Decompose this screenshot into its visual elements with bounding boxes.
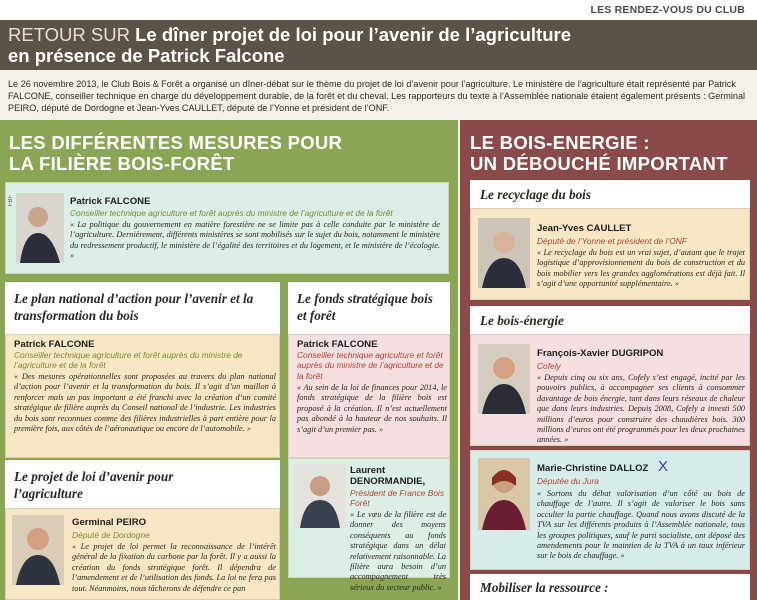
dalloz-name: Marie-Christine DALLOZ (537, 463, 649, 474)
title-line1: Le dîner projet de loi pour l’avenir de l’agriculture (135, 24, 571, 45)
caullet-role: Député de l’Yonne et président de l’ONF (537, 236, 687, 246)
caullet-photo (478, 218, 530, 288)
person-photo-icon (16, 193, 64, 263)
side-tag: FBF (8, 195, 14, 207)
title-line2: en présence de Patrick Falcone (8, 45, 285, 66)
falcone-photo (16, 193, 64, 263)
plan-role: Conseiller technique agriculture et forêt auprès du ministre de l’agriculture et de la forêt (14, 350, 243, 371)
title-prefix: RETOUR SUR (8, 24, 130, 45)
plan-heading: Le plan national d’action pour l’avenir et la transformation du bois (14, 291, 254, 323)
dalloz-quote: « Sortons du débat valorisation d’un côté ou bois de chauffage de l’autre. Il s’agit de valoriser le bois sans occulter la partie chauffage. Quand nous avons discuté de la TVA sur les différents produits à l’Assemblée nationale, tous les groupes politiques, sauf le parti socialiste, ont déposé des amendements pour le maintien de la TVA à un taux inférieur sur le bois de chauffage. » (537, 489, 745, 561)
denormandie-name: Laurent DENORMANDIE, (350, 465, 426, 487)
falcone-name: Patrick FALCONE (70, 196, 151, 207)
person-photo-icon (12, 515, 64, 585)
energie-heading: Le bois-énergie (480, 313, 564, 328)
fonds-role: Conseiller technique agriculture et forêt auprès du ministre de l’agriculture et de la forêt (297, 350, 444, 381)
peiro-name: Germinal PEIRO (72, 517, 147, 528)
dugripon-quote: « Depuis cinq ou six ans, Cofely s’est engagé, incité par les pouvoirs publics, à accompagner ses clients à consommer davantage de bois énergie, tant dans leurs réseaux de chaleur que dans leurs industries. Depuis 2008, Cofely a investi 500 millions d’euros pour construire des chaudières bois. 300 millions d’euros ont été programmés pour les deux prochaines années. » (537, 373, 745, 445)
mobiliser-heading: Mobiliser la ressource : (480, 580, 609, 595)
plan-name: Patrick FALCONE (14, 339, 95, 350)
dugripon-photo (478, 344, 530, 414)
person-photo-icon (478, 218, 530, 288)
denormandie-photo (294, 464, 346, 528)
dalloz-photo (478, 458, 530, 530)
fonds-name: Patrick FALCONE (297, 339, 378, 350)
fonds-quote: « Au sein de la loi de finances pour 2014, le fonds stratégique de la filière bois est proposé à la création. Il n’est actuellement pas abondé à la hauteur de nos souhaits. Il s’agit d’un premier pas. » (297, 383, 447, 434)
peiro-photo (12, 515, 64, 585)
peiro-quote: « Le projet de loi permet la reconnaissance de l’intérêt général de la fixation du carbone par la forêt. Il y a aussi la création du fonds stratégique forêt. Il dépendra de l’amendement et de l’utilisation des fonds. La loi ne fera pas tout. Néanmoins, nous tâcherons de défendre ce pan (72, 542, 276, 593)
projet-heading: Le projet de loi d’avenir pour l’agriculture (14, 469, 174, 501)
dugripon-name: François-Xavier DUGRIPON (537, 348, 664, 359)
left-heading-line2: LA FILIÈRE BOIS-FORÊT (9, 153, 235, 174)
intro-paragraph: Le 26 novembre 2013, le Club Bois & Forêt a organisé un dîner-débat sur le thème du projet de loi d’avenir pour l’agriculture. Le ministère de l’agriculture était représenté par Patrick FALCONE, conseiller technique en charge du développement durable, de la forêt et du cheval. Les rapporteurs du texte à l’Assemblée nationale étaient également présents : Germinal PEIRO, député de Dordogne et Jean-Yves CAULLET, député de l’Yonne et président de l’ONF. (8, 79, 746, 114)
left-heading-line1: LES DIFFÉRENTES MESURES POUR (9, 132, 343, 153)
caullet-name: Jean-Yves CAULLET (537, 223, 632, 234)
recyclage-heading: Le recyclage du bois (480, 187, 591, 202)
left-heading (9, 132, 449, 174)
falcone-quote: « La politique du gouvernement en matière forestière ne se limite pas à celle conduite par le ministère de l’agriculture. Dernièrement, différents ministères se sont mobilisés sur le sujet du bois, notamment le ministère du redressement productif, le ministère de l’égalité des territoires et du logement, et le ministère de l’écologie. » (70, 220, 440, 261)
right-heading-line1: LE BOIS-ENERGIE : (470, 132, 650, 153)
right-heading (470, 132, 750, 174)
person-photo-icon (478, 458, 530, 530)
section-label: LES RENDEZ-VOUS DU CLUB (590, 4, 745, 16)
falcone-role: Conseiller technique agriculture et forêt auprès du ministre de l’agriculture et de la forêt (70, 208, 393, 218)
denormandie-quote: « Le vœu de la filière est de donner des moyens conséquents au fonds stratégique dans un délai relativement raisonnable. La filière aura besoin d’un accompagnement très sérieux du secteur public. » (350, 510, 446, 592)
person-photo-icon (294, 464, 346, 528)
fonds-heading: Le fonds stratégique bois et forêt (297, 291, 433, 323)
dugripon-role: Cofely (537, 361, 561, 371)
dalloz-role: Députée du Jura (537, 476, 599, 486)
right-heading-line2: UN DÉBOUCHÉ IMPORTANT (470, 153, 728, 174)
caullet-quote: « Le recyclage du bois est un vrai sujet, d’autant que le trajet logistique d’approvisionnement du bois de construction et du bois mobilier vers les grandes agglomérations est déjà fait. Il s’agit d’une opportunité supplémentaire. » (537, 248, 745, 289)
peiro-role: Député de Dordogne (72, 530, 150, 540)
person-photo-icon (478, 344, 530, 414)
denormandie-role: Président de France Bois Forêt (350, 488, 445, 509)
x-mark: X (658, 458, 669, 475)
plan-quote: « Des mesures opérationnelles sont proposées au travers du plan national d’action pour l’avenir et la transformation du bois. Il s’agit d’un maillon à renforcer mais un pas important a été franchi avec la création d’un comité stratégique de filière auprès du Conseil national de l’industrie. Les industries du bois sont reconnues comme des filières industrielles à part entière pour la première fois, aux côtés de l’aéronautique ou encore de l’automobile. » (14, 372, 276, 434)
page-title (8, 24, 748, 66)
